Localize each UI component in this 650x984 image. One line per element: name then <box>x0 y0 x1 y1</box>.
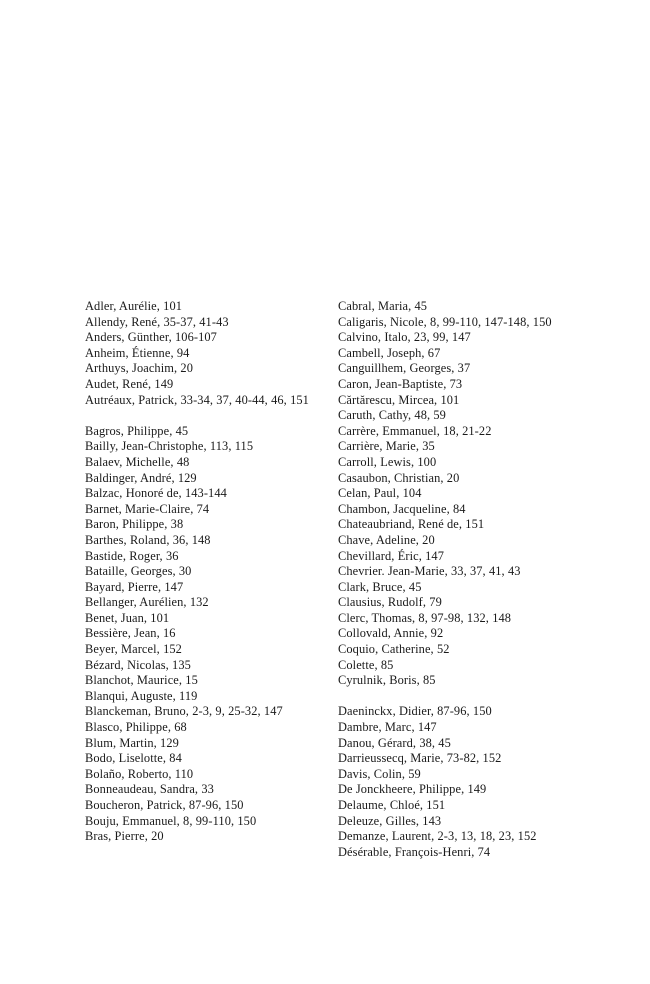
index-entry: Blanqui, Auguste, 119 <box>85 688 198 703</box>
index-entry: Calvino, Italo, 23, 99, 147 <box>338 330 471 345</box>
index-entry: Bouju, Emmanuel, 8, 99-110, 150 <box>85 813 257 828</box>
index-entry: Caligaris, Nicole, 8, 99-110, 147-148, 150 <box>338 314 552 329</box>
index-entry: Bayard, Pierre, 147 <box>85 579 184 594</box>
index-entry: Benet, Juan, 101 <box>85 610 170 625</box>
index-entry: Caron, Jean-Baptiste, 73 <box>338 376 463 391</box>
index-entry: Autréaux, Patrick, 33-34, 37, 40-44, 46, 151 <box>85 392 309 407</box>
index-entry: Cabral, Maria, 45 <box>338 299 428 313</box>
index-entry: Danou, Gérard, 38, 45 <box>338 735 451 750</box>
index-entry: Cărtărescu, Mircea, 101 <box>338 392 460 407</box>
index-entry: Bras, Pierre, 20 <box>85 829 164 844</box>
index-entry: Davis, Colin, 59 <box>338 766 421 781</box>
index-entry: Cambell, Joseph, 67 <box>338 345 441 360</box>
index-entry: Colette, 85 <box>338 657 394 672</box>
index-entry: Anheim, Étienne, 94 <box>85 345 190 360</box>
index-entry: Chambon, Jacqueline, 84 <box>338 501 466 516</box>
index-entry: Carroll, Lewis, 100 <box>338 454 437 469</box>
index-entry: Bolaño, Roberto, 110 <box>85 766 194 781</box>
index-entry: Blum, Martin, 129 <box>85 735 179 750</box>
index-entry: Carrière, Marie, 35 <box>338 439 435 454</box>
index-entry: Désérable, François-Henri, 74 <box>338 844 491 859</box>
index-entry: Barnet, Marie-Claire, 74 <box>85 501 210 516</box>
index-entry: Bellanger, Aurélien, 132 <box>85 595 209 610</box>
index-entry: Bézard, Nicolas, 135 <box>85 657 191 672</box>
index-entry: Caruth, Cathy, 48, 59 <box>338 408 446 423</box>
index-entry: Blasco, Philippe, 68 <box>85 720 187 735</box>
index-entry: Casaubon, Christian, 20 <box>338 470 460 485</box>
index-letter-group <box>338 299 578 689</box>
index-entry: Blanchot, Maurice, 15 <box>85 673 198 688</box>
index-entry: Baldinger, André, 129 <box>85 470 197 485</box>
index-entry: Anders, Günther, 106-107 <box>85 330 217 345</box>
index-entry: Arthuys, Joachim, 20 <box>85 361 193 376</box>
index-entry: Dambre, Marc, 147 <box>338 720 437 735</box>
index-entry: Audet, René, 149 <box>85 376 174 391</box>
index-entry: Bonneaudeau, Sandra, 33 <box>85 782 214 797</box>
index-entry: Allendy, René, 35-37, 41-43 <box>85 314 229 329</box>
index-entry: Bodo, Liselotte, 84 <box>85 751 182 766</box>
index-entry: Chave, Adeline, 20 <box>338 532 435 547</box>
index-entry: Boucheron, Patrick, 87-96, 150 <box>85 798 244 812</box>
index-entry: Cyrulnik, Boris, 85 <box>338 673 436 688</box>
index-entry: Deleuze, Gilles, 143 <box>338 813 442 828</box>
index-entry: Baron, Philippe, 38 <box>85 517 184 532</box>
index-entry: Collovald, Annie, 92 <box>338 626 444 641</box>
index-entry: Canguillhem, Georges, 37 <box>338 361 471 376</box>
index-entry: Celan, Paul, 104 <box>338 486 422 501</box>
index-entry: Clausius, Rudolf, 79 <box>338 595 442 610</box>
index-entry: Beyer, Marcel, 152 <box>85 642 182 657</box>
index-entry: Blanckeman, Bruno, 2-3, 9, 25-32, 147 <box>85 704 283 719</box>
index-entry: Clark, Bruce, 45 <box>338 579 422 594</box>
index-entry: Chevillard, Éric, 147 <box>338 548 445 563</box>
index-entry: Barthes, Roland, 36, 148 <box>85 532 211 547</box>
index-entry: Chevrier. Jean-Marie, 33, 37, 41, 43 <box>338 564 521 579</box>
index-entry: Coquio, Catherine, 52 <box>338 642 450 657</box>
index-entry: Bastide, Roger, 36 <box>85 548 179 563</box>
index-entry: Bessière, Jean, 16 <box>85 626 176 641</box>
index-entry: Carrère, Emmanuel, 18, 21-22 <box>338 423 492 438</box>
index-entry: Balzac, Honoré de, 143-144 <box>85 486 227 501</box>
index-column-left <box>85 299 321 845</box>
index-entry: Darrieussecq, Marie, 73-82, 152 <box>338 751 502 766</box>
index-column-right <box>338 299 578 860</box>
index-entry: Demanze, Laurent, 2-3, 13, 18, 23, 152 <box>338 829 537 844</box>
index-entry: Clerc, Thomas, 8, 97-98, 132, 148 <box>338 610 512 625</box>
index-entry: Balaev, Michelle, 48 <box>85 454 190 469</box>
index-entry: Bataille, Georges, 30 <box>85 564 192 579</box>
index-entry: Daeninckx, Didier, 87-96, 150 <box>338 704 492 719</box>
index-letter-group <box>338 704 578 860</box>
index-letter-group <box>85 299 321 408</box>
index-entry: Bailly, Jean-Christophe, 113, 115 <box>85 439 254 454</box>
index-entry: Bagros, Philippe, 45 <box>85 423 189 438</box>
index-entry: Delaume, Chloé, 151 <box>338 798 446 812</box>
index-entry: De Jonckheere, Philippe, 149 <box>338 782 487 797</box>
index-entry: Chateaubriand, René de, 151 <box>338 517 485 532</box>
index-entry: Adler, Aurélie, 101 <box>85 299 183 313</box>
index-letter-group <box>85 424 321 845</box>
